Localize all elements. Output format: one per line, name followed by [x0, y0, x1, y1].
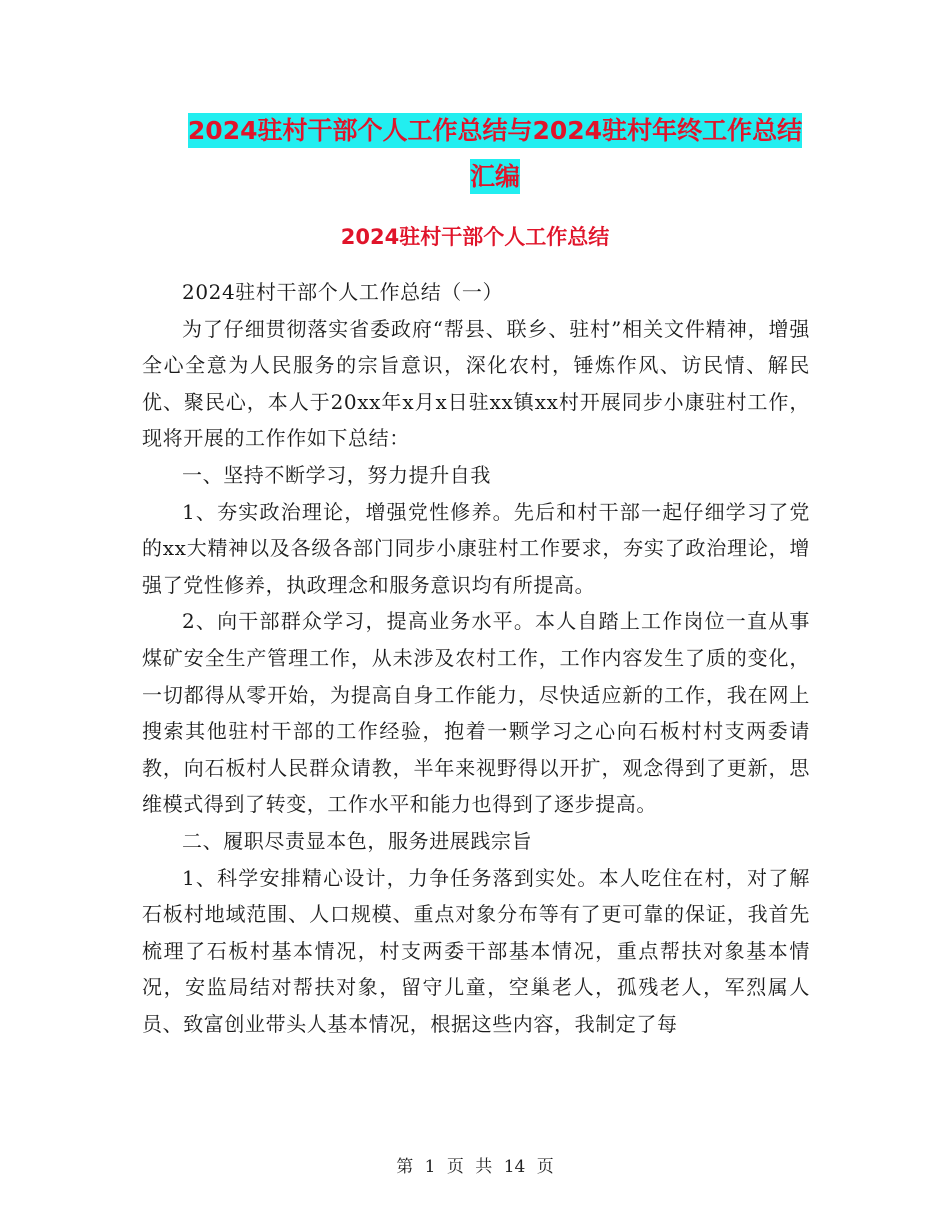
paragraph-1-1: 1、夯实政治理论，增强党性修养。先后和村干部一起仔细学习了党的xx大精神以及各级各部门同步小康驻村工作要求，夯实了政治理论，增强了党性修养，执政理念和服务意识均有所提高。 [142, 499, 810, 597]
document-title [140, 108, 850, 200]
document-title-line-2: 汇编 [470, 159, 520, 194]
paragraph-intro: 为了仔细贯彻落实省委政府“帮县、联乡、驻村”相关文件精神，增强全心全意为人民服务的宗旨意识，深化农村，锤炼作风、访民情、解民优、聚民心，本人于20xx年x月x日驻xx镇xx村开展同步小康驻村工作，现将开展的工作作如下总结： [142, 316, 810, 451]
heading-section-2: 二、履职尽责显本色，服务进展践宗旨 [182, 828, 533, 853]
page-footer: 第 1 页 共 14 页 [396, 1157, 554, 1177]
heading-section-1: 一、坚持不断学习，努力提升自我 [182, 462, 491, 487]
paragraph-1-2: 2、向干部群众学习，提高业务水平。本人自踏上工作岗位一直从事煤矿安全生产管理工作，从未涉及农村工作，工作内容发生了质的变化，一切都得从零开始，为提高自身工作能力，尽快适应新的工作，我在网上搜索其他驻村干部的工作经验，抱着一颗学习之心向石板村村支两委请教，向石板村人民群众请教，半年来视野得以开扩，观念得到了更新，思维模式得到了转变，工作水平和能力也得到了逐步提高。 [142, 609, 810, 817]
paragraph-2-1: 1、科学安排精心设计，力争任务落到实处。本人吃住在村，对了解石板村地域范围、人口规模、重点对象分布等有了更可靠的保证，我首先梳理了石板村基本情况，村支两委干部基本情况，重点帮扶对象基本情况，安监局结对帮扶对象，留守儿童，空巢老人，孤残老人，军烈属人员、致富创业带头人基本情况，根据这些内容，我制定了每 [142, 865, 810, 1036]
document-body [142, 274, 810, 1042]
paragraph-subtitle: 2024驻村干部个人工作总结（一） [182, 280, 504, 304]
section-title: 2024驻村干部个人工作总结 [340, 225, 610, 249]
document-title-line-1: 2024驻村干部个人工作总结与2024驻村年终工作总结 [188, 113, 802, 148]
